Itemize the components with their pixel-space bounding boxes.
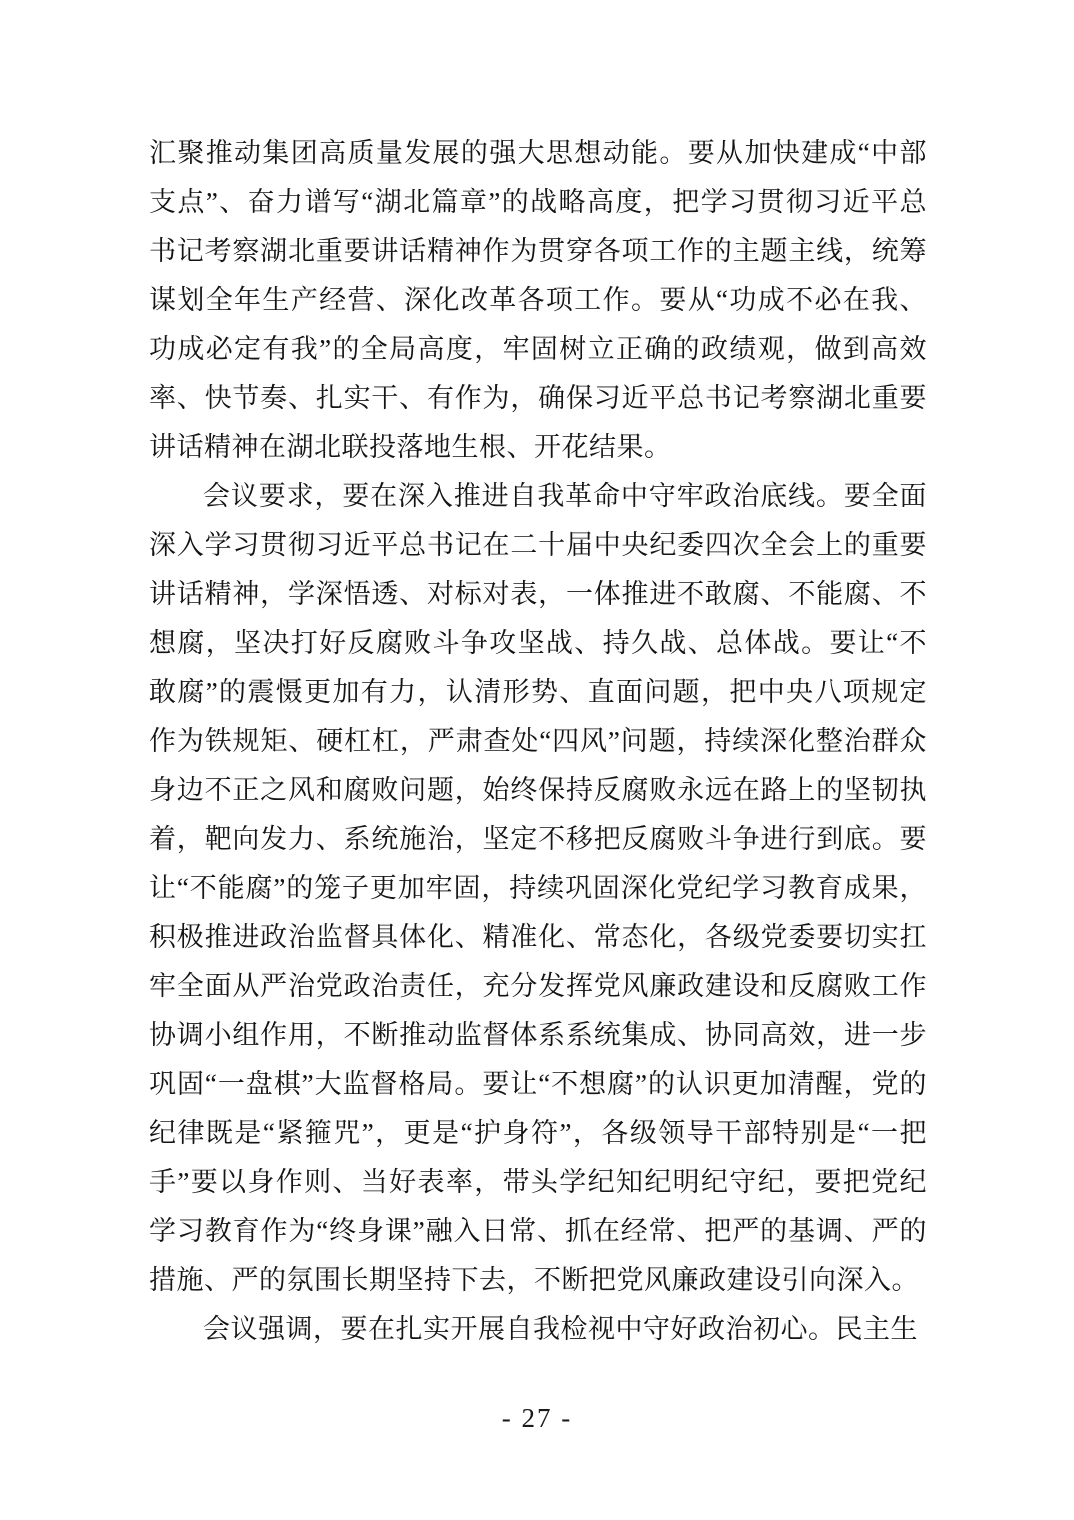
paragraph: 会议强调，要在扎实开展自我检视中守好政治初心。民主生: [203, 1314, 918, 1344]
document-body: [149, 129, 927, 1354]
page-number: - 27 -: [501, 1403, 573, 1433]
paragraph-continuation: 汇聚推动集团高质量发展的强大思想动能。要从加快建成“中部支点”、奋力谱写“湖北篇章”的战略高度，把学习贯彻习近平总书记考察湖北重要讲话精神作为贯穿各项工作的主题主线，统筹谋划全年生产经营、深化改革各项工作。要从“功成不必在我、功成必定有我”的全局高度，牢固树立正确的政绩观，做到高效率、快节奏、扎实干、有作为，确保习近平总书记考察湖北重要讲话精神在湖北联投落地生根、开花结果。: [149, 138, 927, 462]
paragraph: 会议要求，要在深入推进自我革命中守牢政治底线。要全面深入学习贯彻习近平总书记在二十届中央纪委四次全会上的重要讲话精神，学深悟透、对标对表，一体推进不敢腐、不能腐、不想腐，坚决打好反腐败斗争攻坚战、持久战、总体战。要让“不敢腐”的震慑更加有力，认清形势、直面问题，把中央八项规定作为铁规矩、硬杠杠，严肃查处“四风”问题，持续深化整治群众身边不正之风和腐败问题，始终保持反腐败永远在路上的坚韧执着，靶向发力、系统施治，坚定不移把反腐败斗争进行到底。要让“不能腐”的笼子更加牢固，持续巩固深化党纪学习教育成果，积极推进政治监督具体化、精准化、常态化，各级党委要切实扛牢全面从严治党政治责任，充分发挥党风廉政建设和反腐败工作协调小组作用，不断推动监督体系系统集成、协同高效，进一步巩固“一盘棋”大监督格局。要让“不想腐”的认识更加清醒，党的纪律既是“紧箍咒”，更是“护身符”，各级领导干部特别是“一把手”要以身作则、当好表率，带头学纪知纪明纪守纪，要把党纪学习教育作为“终身课”融入日常、抓在经常、把严的基调、严的措施、严的氛围长期坚持下去，不断把党风廉政建设引向深入。: [149, 481, 927, 1295]
